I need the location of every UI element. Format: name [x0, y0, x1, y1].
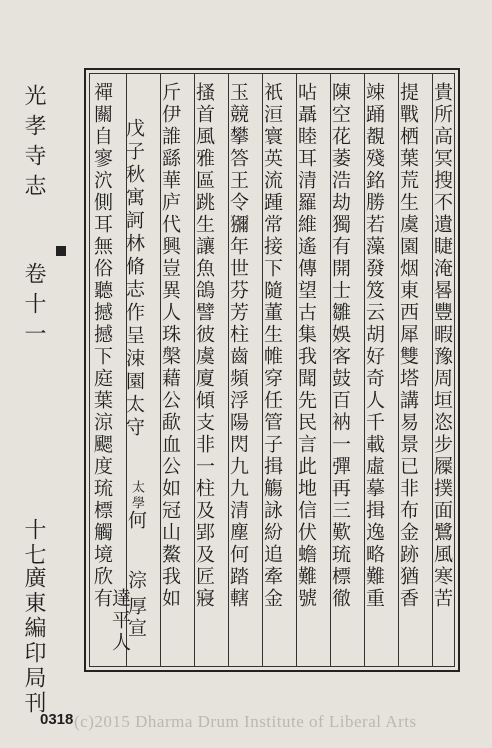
author-surname: 何 — [125, 510, 147, 532]
author-courtesy-bottom: 厚宣 — [125, 596, 147, 640]
text-column-11: 斤伊誰繇華庐代興豈異人珠槃藉公歃血公如冠山鰲我如 — [159, 82, 181, 610]
text-column-6: 陳空花萎浩劫獨有開士雛娛客鼓百衲一彈再三歎琉標徹 — [329, 82, 351, 610]
text-column-5: 竦踊覩殘銘勝若藻發笈云胡好奇人千載虛摹揖逸略難重 — [363, 82, 385, 610]
text-column-8: 祇洹寰英流踵常接下隨董生帷穿任管子揖觴詠紛追牽金 — [261, 82, 283, 610]
copyright-watermark: (c)2015 Dharma Drum Institute of Liberal Arts — [74, 712, 417, 731]
text-column-9: 玉競攀答王令獼年世芬芳柱齒頻浮陽閃九九清塵何踏轄 — [227, 82, 249, 610]
text-column-7: 呫聶睦耳清羅維遙傳望古集我聞先民言此地信伏蟾難號 — [295, 82, 317, 610]
author-courtesy-top: 達平人 — [109, 588, 131, 654]
text-column-3: 貴所高冥搜不遺睫淹晷豐暇豫周垣恣步屧撲面鷺風寒苦 — [431, 82, 453, 610]
poem-title: 戊子秋寓訶林脩志作呈涑園太守 — [123, 118, 145, 440]
margin-title: 光孝寺志 — [21, 84, 46, 204]
page-number: 0318 — [40, 711, 74, 728]
author-given-name: 淙 — [125, 570, 147, 592]
poem-line-1: 禪關自寥泬側耳無俗聽撼撼下庭葉涼颸度琉標觸境欣有 — [91, 82, 113, 610]
margin-volume: 卷十一 — [21, 262, 46, 352]
margin-page-number: 十七 — [21, 518, 46, 568]
text-column-10: 搔首風雅區跳生讓魚鴿譬彼虞廈傾支非一柱及郢及匠寢 — [193, 82, 215, 610]
author-prefix: 太學 — [129, 480, 144, 512]
text-column-4: 提戰栖葉荒生虞園烟東西犀雙塔講易景已非布金跡猶香 — [397, 82, 419, 610]
fish-tail-mark — [56, 246, 66, 256]
margin-publisher: 廣東編印局刊 — [21, 566, 46, 716]
